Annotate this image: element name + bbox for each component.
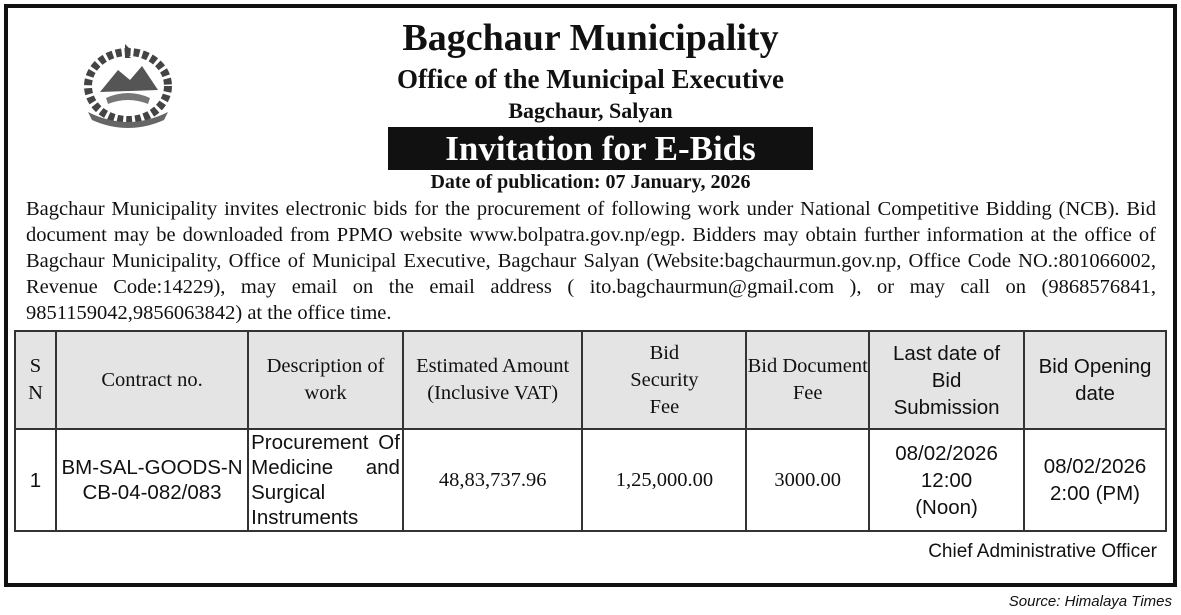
cell-last-date: 08/02/2026 12:00 (Noon) (869, 429, 1024, 531)
source-credit: Source: Himalaya Times (1008, 593, 1172, 610)
signature: Chief Administrative Officer (928, 541, 1157, 562)
table-row (15, 429, 1166, 531)
office-subtitle: Office of the Municipal Executive (397, 64, 784, 94)
header-description: Description of work (248, 331, 403, 429)
header-security: Bid Security Fee (582, 331, 746, 429)
header-doc-fee: Bid Document Fee (746, 331, 869, 429)
cell-amount: 48,83,737.96 (403, 429, 583, 531)
cell-sn: 1 (15, 429, 56, 531)
municipality-title: Bagchaur Municipality (402, 17, 779, 59)
cell-security: 1,25,000.00 (582, 429, 746, 531)
cell-description: Procurement Of Medicine and Surgical Instruments (248, 429, 403, 531)
location: Bagchaur, Salyan (508, 98, 673, 123)
header-last-date: Last date of Bid Submission (869, 331, 1024, 429)
header-contract: Contract no. (56, 331, 248, 429)
cell-opening: 08/02/2026 2:00 (PM) (1024, 429, 1166, 531)
cell-doc-fee: 3000.00 (746, 429, 869, 531)
notice-banner: Invitation for E-Bids (388, 127, 813, 170)
header-amount: Estimated Amount (Inclusive VAT) (403, 331, 583, 429)
notice-body: Bagchaur Municipality invites electronic bids for the procurement of following work under National Competitive Bidding (NCB). Bid document may be downloaded from PPMO website www.bolpatra.gov.np/egp. Bidders may obtain further information at the office of Bagchaur Municipality, Office of Municipal Executive, Bagchaur Salyan (Website:bagchaurmun.gov.np, Office Code NO.:801066002, Revenue Code:14229), may email on the email address ( ito.bagchaurmun@gmail.com ), or may call on (9868576841, 9851159042,9856063842) at the office time. (26, 198, 1156, 324)
header-sn: S N (15, 331, 56, 429)
publication-date: Date of publication: 07 January, 2026 (430, 171, 751, 193)
header-opening: Bid Opening date (1024, 331, 1166, 429)
bid-table (14, 330, 1167, 532)
table-header-row (15, 331, 1166, 429)
cell-contract: BM-SAL-GOODS-NCB-04-082/083 (56, 429, 248, 531)
